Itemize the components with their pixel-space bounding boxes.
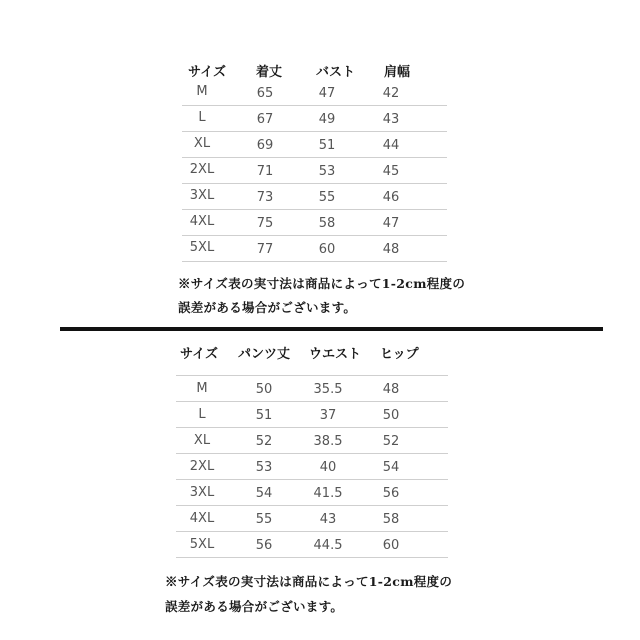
size-note-line1: ※サイズ表の実寸法は商品によって1-2cm程度の bbox=[165, 574, 453, 589]
cell-shoulder: 45 bbox=[382, 164, 400, 179]
size-note-line2: 誤差がある場合がございます。 bbox=[165, 599, 344, 614]
header-waist: ウエスト bbox=[309, 347, 362, 362]
cell-hip: 48 bbox=[382, 382, 400, 397]
cell-size: L bbox=[198, 110, 206, 125]
row-divider bbox=[182, 131, 447, 132]
cell-waist: 41.5 bbox=[313, 486, 343, 501]
cell-size: 5XL bbox=[189, 537, 215, 552]
row-divider bbox=[176, 375, 448, 376]
cell-size: 5XL bbox=[189, 240, 215, 255]
cell-pants-length: 55 bbox=[255, 512, 273, 527]
cell-shoulder: 48 bbox=[382, 242, 400, 257]
cell-pants-length: 51 bbox=[255, 408, 273, 423]
header-length: 着丈 bbox=[256, 65, 283, 80]
row-divider bbox=[182, 261, 447, 262]
cell-pants-length: 54 bbox=[255, 486, 273, 501]
cell-bust: 49 bbox=[318, 112, 336, 127]
row-divider bbox=[176, 453, 448, 454]
cell-hip: 50 bbox=[382, 408, 400, 423]
cell-size: 4XL bbox=[189, 214, 215, 229]
cell-bust: 53 bbox=[318, 164, 336, 179]
cell-length: 75 bbox=[256, 216, 274, 231]
header-bust: バスト bbox=[316, 65, 356, 80]
cell-size: 4XL bbox=[189, 511, 215, 526]
cell-length: 69 bbox=[256, 138, 274, 153]
cell-hip: 58 bbox=[382, 512, 400, 527]
cell-shoulder: 42 bbox=[382, 86, 400, 101]
cell-hip: 60 bbox=[382, 538, 400, 553]
cell-waist: 38.5 bbox=[313, 434, 343, 449]
cell-shoulder: 43 bbox=[382, 112, 400, 127]
cell-length: 77 bbox=[256, 242, 274, 257]
cell-size: L bbox=[198, 407, 206, 422]
cell-pants-length: 50 bbox=[255, 382, 273, 397]
cell-bust: 55 bbox=[318, 190, 336, 205]
cell-pants-length: 56 bbox=[255, 538, 273, 553]
header-pants-length: パンツ丈 bbox=[238, 347, 291, 362]
row-divider bbox=[182, 157, 447, 158]
header-size: サイズ bbox=[188, 65, 226, 80]
cell-length: 71 bbox=[256, 164, 274, 179]
row-divider bbox=[176, 427, 448, 428]
cell-size: 3XL bbox=[189, 188, 215, 203]
cell-waist: 44.5 bbox=[313, 538, 343, 553]
row-divider bbox=[182, 105, 447, 106]
cell-size: 2XL bbox=[189, 162, 215, 177]
cell-length: 73 bbox=[256, 190, 274, 205]
row-divider bbox=[182, 235, 447, 236]
cell-size: 3XL bbox=[189, 485, 215, 500]
header-shoulder: 肩幅 bbox=[384, 65, 411, 80]
cell-size: M bbox=[196, 84, 208, 99]
cell-shoulder: 44 bbox=[382, 138, 400, 153]
cell-length: 65 bbox=[256, 86, 274, 101]
cell-pants-length: 53 bbox=[255, 460, 273, 475]
row-divider bbox=[176, 531, 448, 532]
cell-bust: 47 bbox=[318, 86, 336, 101]
cell-length: 67 bbox=[256, 112, 274, 127]
cell-waist: 40 bbox=[319, 460, 337, 475]
row-divider bbox=[182, 183, 447, 184]
header-size: サイズ bbox=[180, 347, 218, 362]
cell-waist: 35.5 bbox=[313, 382, 343, 397]
cell-hip: 56 bbox=[382, 486, 400, 501]
row-divider bbox=[176, 557, 448, 558]
section-divider bbox=[60, 327, 603, 331]
cell-bust: 58 bbox=[318, 216, 336, 231]
cell-hip: 52 bbox=[382, 434, 400, 449]
cell-shoulder: 47 bbox=[382, 216, 400, 231]
cell-size: M bbox=[196, 381, 208, 396]
size-note-line2: 誤差がある場合がございます。 bbox=[178, 300, 357, 315]
cell-size: XL bbox=[193, 136, 211, 151]
cell-waist: 37 bbox=[319, 408, 337, 423]
cell-size: 2XL bbox=[189, 459, 215, 474]
cell-size: XL bbox=[193, 433, 211, 448]
row-divider bbox=[176, 479, 448, 480]
cell-shoulder: 46 bbox=[382, 190, 400, 205]
row-divider bbox=[176, 505, 448, 506]
row-divider bbox=[176, 401, 448, 402]
cell-bust: 51 bbox=[318, 138, 336, 153]
size-note-line1: ※サイズ表の実寸法は商品によって1-2cm程度の bbox=[178, 276, 466, 291]
cell-pants-length: 52 bbox=[255, 434, 273, 449]
row-divider bbox=[182, 209, 447, 210]
header-hip: ヒップ bbox=[380, 347, 419, 362]
cell-bust: 60 bbox=[318, 242, 336, 257]
cell-waist: 43 bbox=[319, 512, 337, 527]
cell-hip: 54 bbox=[382, 460, 400, 475]
